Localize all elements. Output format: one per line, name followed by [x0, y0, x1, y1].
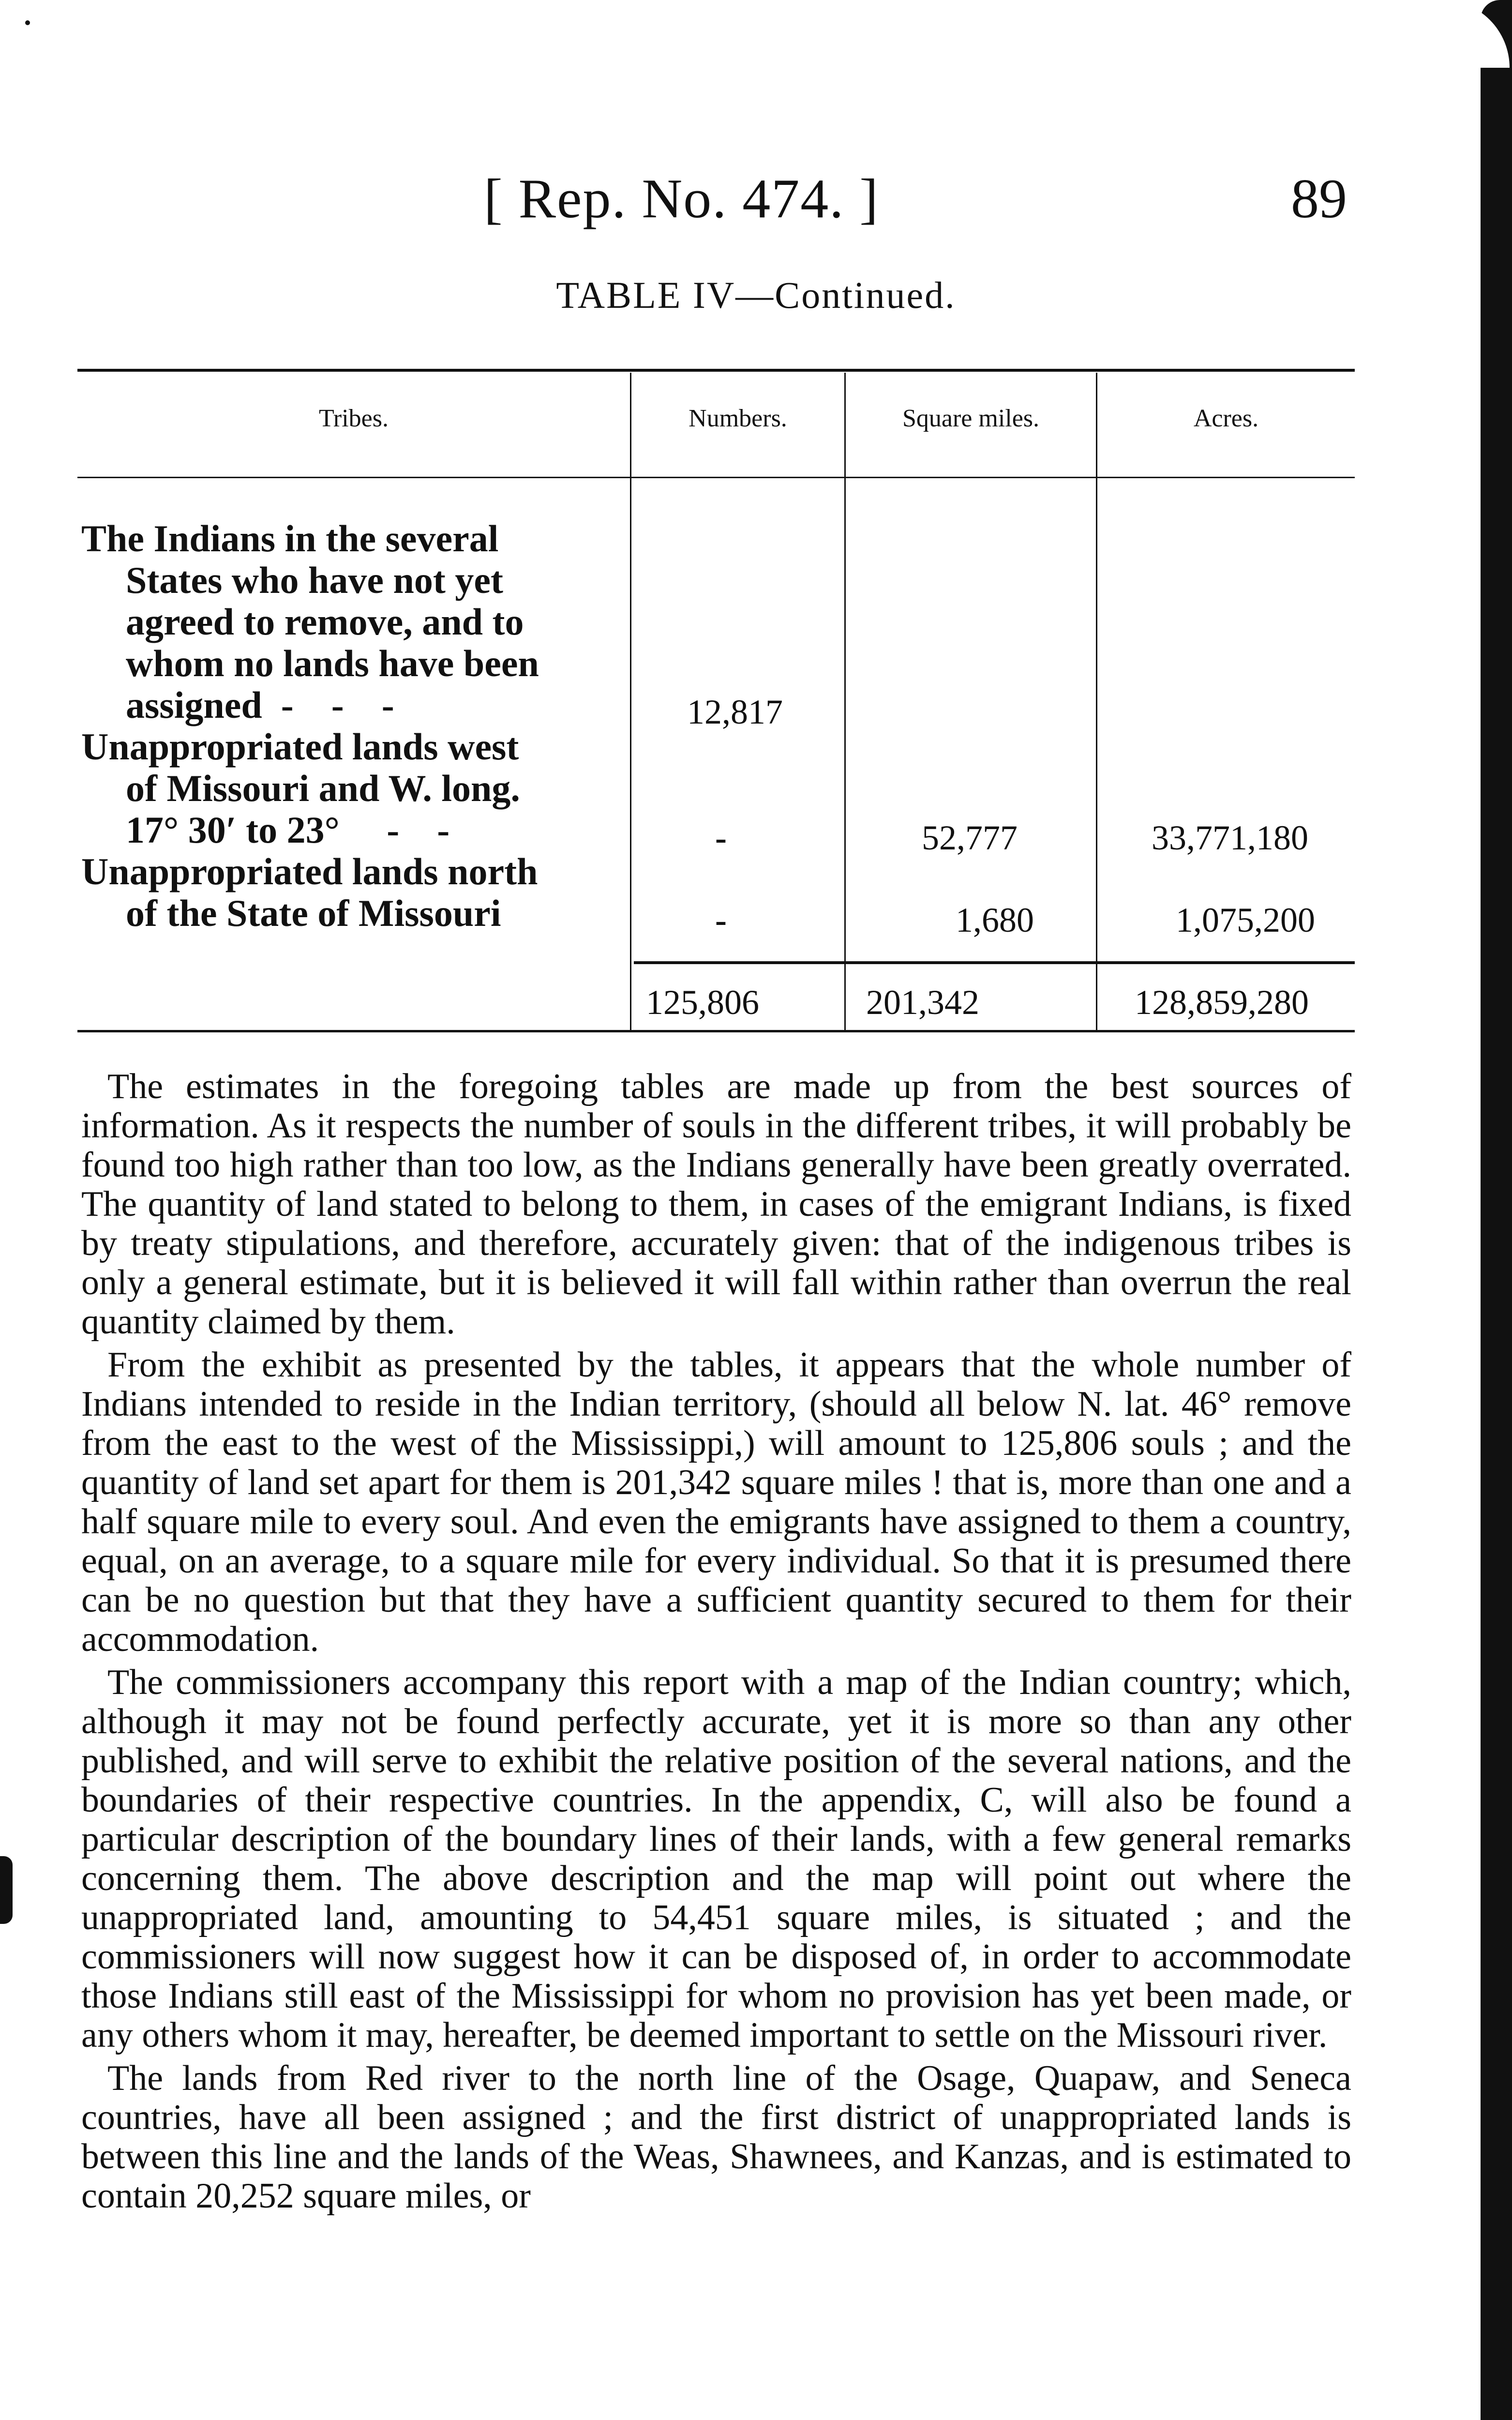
tribe-line: The Indians in the several [81, 517, 499, 560]
row-3-numbers: - [715, 901, 727, 939]
tribe-line: Unappropriated lands west [81, 726, 519, 768]
tribe-line: whom no lands have been [126, 642, 539, 684]
tribes-column [81, 518, 623, 934]
tribe-line: of Missouri and W. long. [126, 767, 520, 809]
total-square-miles: 201,342 [866, 983, 979, 1022]
binding-mark [0, 1856, 13, 1924]
row-3-square-miles: 1,680 [956, 901, 1034, 939]
total-acres: 128,859,280 [1135, 983, 1309, 1022]
paragraph: The commissioners accompany this report with a map of the Indian country; which, although it may not be found perfectly accurate, yet it is more so than any other published, and will serve to exhibit the relative position of the several nations, and the boundaries of their respective countries. In the appendix, C, will also be found a particular description of the boundary lines of their lands, with a few general remarks concerning them. The above description and the map will point out where the unappropriated land, amounting to 54,451 square miles, is situated ; and the commissioners will now suggest how it can be disposed of, in order to accommodate those Indians still east of the Mississippi for whom no provision has yet been made, or any others whom it may, hereafter, be deemed important to settle on the Missouri river. [81, 1663, 1351, 2055]
table-bottom-rule [77, 1030, 1355, 1032]
column-header-square-miles: Square miles. [902, 405, 1040, 432]
tribe-line: assigned - - - [126, 684, 394, 726]
column-header-numbers: Numbers. [689, 405, 787, 432]
row-2-acres: 33,771,180 [1152, 818, 1308, 857]
tribe-line: States who have not yet [126, 559, 503, 601]
total-numbers: 125,806 [646, 983, 759, 1022]
table-header-rule [77, 477, 1355, 478]
row-1-numbers: 12,817 [687, 693, 783, 731]
paragraph: The estimates in the foregoing tables are made up from the best sources of information. As it respects the number of souls in the different tribes, it will probably be found too high rather than too low, as the Indians generally have been greatly overrated. The quantity of land stated to belong to them, in cases of the emigrant Indians, is fixed by treaty stipulations, and therefore, accurately given: that of the indigenous tribes is only a general estimate, but it is believed it will fall within rather than overrun the real quantity claimed by them. [81, 1067, 1351, 1342]
row-2-numbers: - [715, 818, 727, 857]
paragraph: From the exhibit as presented by the tables, it appears that the whole number of Indians intended to reside in the Indian territory, (should all below N. lat. 46° remove from the east to the west of the Mississippi,) will amount to 125,806 souls ; and the quantity of land set apart for them is 201,342 square miles ! that is, more than one and a half square mile to every soul. And even the emigrants have assigned to them a country, equal, on an average, to a square mile for every individual. So that it is presumed there can be no question but that they have a sufficient quantity secured to them for their accommodation. [81, 1345, 1351, 1659]
table-title: TABLE IV—Continued. [556, 274, 956, 316]
page-number: 89 [1291, 168, 1347, 230]
tribe-line: of the State of Missouri [126, 892, 501, 934]
column-divider-3 [1096, 373, 1097, 1030]
column-divider-1 [630, 373, 631, 1030]
column-header-acres: Acres. [1193, 405, 1259, 432]
tribe-line: Unappropriated lands north [81, 850, 538, 892]
tribe-line: agreed to remove, and to [126, 601, 524, 643]
page-edge [1481, 0, 1512, 2420]
column-divider-2 [844, 373, 846, 1030]
paragraph: The lands from Red river to the north line of the Osage, Quapaw, and Seneca countries, have all been assigned ; and the first district of unappropriated lands is between this line and the lands of the Weas, Shawnees, and Kanzas, and is estimated to contain 20,252 square miles, or [81, 2058, 1351, 2216]
row-3-acres: 1,075,200 [1176, 901, 1315, 939]
speck-mark [25, 20, 30, 25]
table-top-rule [77, 369, 1355, 372]
table-sum-rule [634, 961, 1355, 964]
tribe-line: 17° 30′ to 23° - - [126, 809, 450, 851]
column-header-tribes: Tribes. [318, 405, 389, 432]
body-text [81, 1067, 1351, 2216]
running-head: [ Rep. No. 474. ] [484, 168, 879, 230]
row-2-square-miles: 52,777 [922, 818, 1018, 857]
